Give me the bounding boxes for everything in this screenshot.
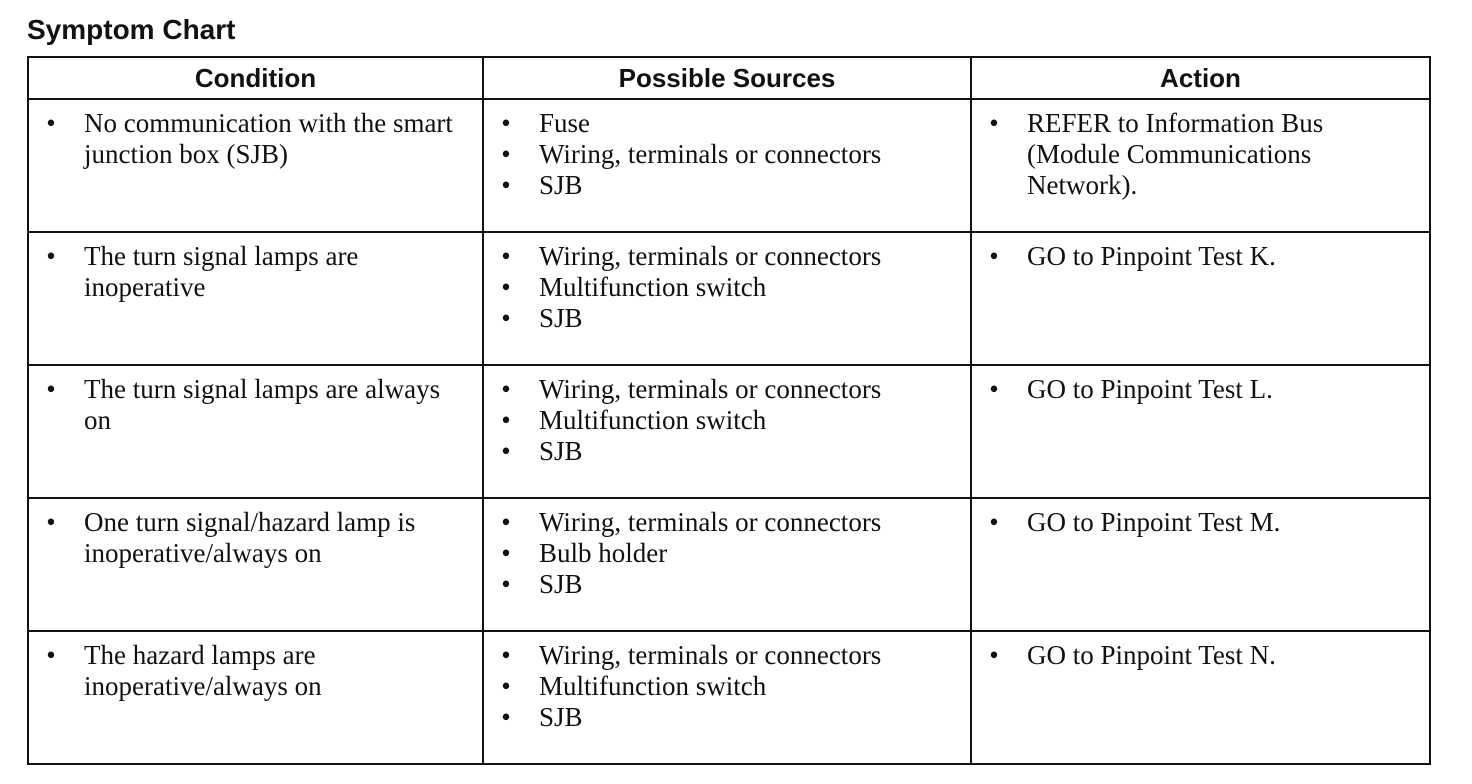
table-header-row [28,57,1430,99]
bullet-list [29,632,482,702]
list-item-text: Wiring, terminals or connectors [539,374,882,404]
list-item-text: The hazard lamps are inoperative/always on [84,640,322,701]
list-item-text: GO to Pinpoint Test M. [1027,507,1281,537]
table-row [28,498,1430,631]
list-item [29,640,472,702]
list-item [484,671,960,702]
bullet-icon: • [501,405,511,435]
bullet-icon: • [501,108,511,138]
list-item [484,405,960,436]
list-item-text: No communication with the smart junction box (SJB) [84,108,453,169]
list-item-text: GO to Pinpoint Test N. [1027,640,1276,670]
list-item [29,108,472,170]
bullet-icon: • [46,241,56,271]
bullet-list [484,632,970,733]
condition-cell [28,365,483,498]
list-item [972,374,1419,405]
action-cell [971,498,1430,631]
column-header-condition: Condition [28,57,483,99]
bullet-icon: • [501,436,511,466]
list-item-text: Fuse [539,108,591,138]
list-item-text: SJB [539,170,583,200]
bullet-icon: • [989,108,999,138]
bullet-icon: • [501,170,511,200]
list-item [29,374,472,436]
list-item-text: One turn signal/hazard lamp is inoperative/always on [84,507,416,568]
list-item-text: Wiring, terminals or connectors [539,241,882,271]
table-row [28,99,1430,232]
list-item-text: REFER to Information Bus (Module Communications Network). [1027,108,1324,200]
list-item-text: Multifunction switch [539,671,767,701]
bullet-icon: • [501,507,511,537]
action-cell [971,232,1430,365]
symptom-table [27,56,1431,765]
list-item [29,241,472,303]
bullet-icon: • [501,241,511,271]
list-item [972,241,1419,272]
list-item [484,374,960,405]
bullet-list [972,233,1429,272]
list-item-text: Wiring, terminals or connectors [539,640,882,670]
bullet-list [29,100,482,170]
bullet-icon: • [501,702,511,732]
list-item [484,139,960,170]
bullet-list [972,100,1429,201]
bullet-list [484,233,970,334]
bullet-list [29,233,482,303]
bullet-list [972,499,1429,538]
possible-sources-cell [483,631,971,764]
list-item [484,303,960,334]
bullet-icon: • [46,640,56,670]
condition-cell [28,232,483,365]
list-item [484,108,960,139]
bullet-icon: • [501,374,511,404]
bullet-list [972,632,1429,671]
list-item-text: SJB [539,569,583,599]
list-item [484,640,960,671]
bullet-icon: • [501,569,511,599]
condition-cell [28,99,483,232]
bullet-list [972,366,1429,405]
bullet-icon: • [46,507,56,537]
bullet-icon: • [501,538,511,568]
action-cell [971,365,1430,498]
page-title: Symptom Chart [27,14,236,45]
column-header-possible-sources: Possible Sources [483,57,971,99]
condition-cell [28,631,483,764]
possible-sources-cell [483,232,971,365]
list-item [484,538,960,569]
list-item [484,241,960,272]
bullet-icon: • [501,303,511,333]
list-item-text: SJB [539,303,583,333]
action-cell [971,631,1430,764]
bullet-icon: • [46,374,56,404]
action-cell [971,99,1430,232]
list-item-text: Wiring, terminals or connectors [539,139,882,169]
condition-cell [28,498,483,631]
list-item [29,507,472,569]
bullet-icon: • [501,272,511,302]
list-item [484,272,960,303]
list-item [484,436,960,467]
list-item-text: Multifunction switch [539,272,767,302]
list-item-text: SJB [539,702,583,732]
list-item [972,640,1419,671]
list-item [972,108,1419,201]
bullet-list [484,366,970,467]
table-row [28,631,1430,764]
table-body [28,99,1430,764]
list-item-text: Wiring, terminals or connectors [539,507,882,537]
bullet-icon: • [501,640,511,670]
bullet-icon: • [989,507,999,537]
bullet-list [484,499,970,600]
possible-sources-cell [483,365,971,498]
table-row [28,232,1430,365]
bullet-list [29,366,482,436]
bullet-icon: • [501,671,511,701]
bullet-list [484,100,970,201]
list-item [972,507,1419,538]
bullet-list [29,499,482,569]
list-item [484,507,960,538]
bullet-icon: • [989,640,999,670]
list-item [484,702,960,733]
list-item-text: SJB [539,436,583,466]
list-item-text: The turn signal lamps are always on [84,374,441,435]
list-item [484,170,960,201]
list-item-text: Bulb holder [539,538,668,568]
list-item-text: GO to Pinpoint Test L. [1027,374,1273,404]
list-item-text: Multifunction switch [539,405,767,435]
bullet-icon: • [501,139,511,169]
bullet-icon: • [46,108,56,138]
list-item-text: GO to Pinpoint Test K. [1027,241,1276,271]
table-row [28,365,1430,498]
possible-sources-cell [483,99,971,232]
possible-sources-cell [483,498,971,631]
column-header-action: Action [971,57,1430,99]
bullet-icon: • [989,374,999,404]
list-item [484,569,960,600]
bullet-icon: • [989,241,999,271]
list-item-text: The turn signal lamps are inoperative [84,241,359,302]
